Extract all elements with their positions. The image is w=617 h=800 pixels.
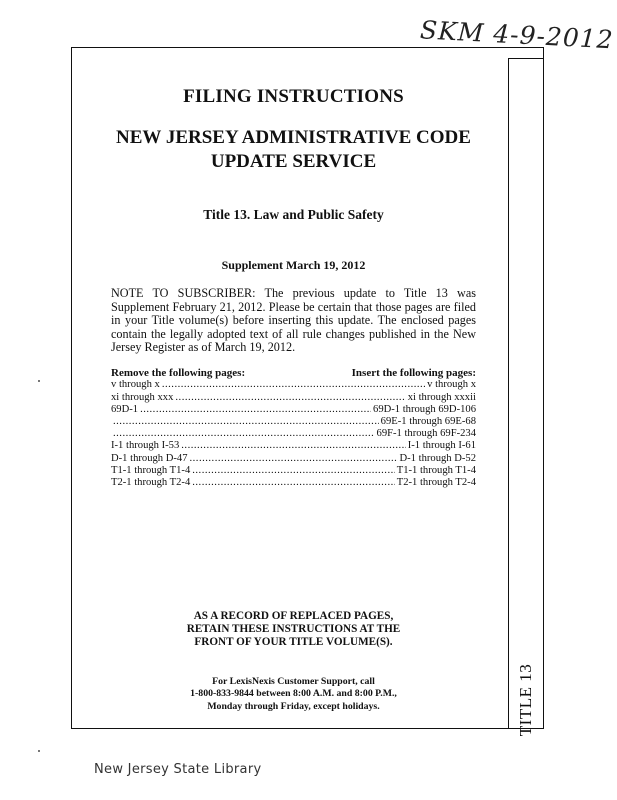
- retain-line-2: RETAIN THESE INSTRUCTIONS AT THE: [186, 623, 401, 636]
- table-row: ..... 69E-1 through 69E-68: [111, 416, 476, 428]
- document-content: [111, 86, 476, 489]
- table-row: 69D-1 ..... 69D-1 through 69D-106: [111, 404, 476, 416]
- scan-speck: [38, 380, 40, 382]
- library-stamp: New Jersey State Library: [94, 762, 262, 777]
- pages-table: [111, 367, 476, 489]
- table-row: T2-1 through T2-4 ..... T2-1 through T2-4: [111, 477, 476, 489]
- support-line-3: Monday through Friday, except holidays.: [207, 700, 380, 712]
- table-row: T1-1 through T1-4 ..... T1-1 through T1-4: [111, 465, 476, 477]
- retain-instructions: [111, 610, 476, 650]
- table-row: I-1 through I-53 ..... I-1 through I-61: [111, 440, 476, 452]
- support-line-2: 1-800-833-9844 between 8:00 A.M. and 8:00 P.M.,: [190, 688, 397, 700]
- title-name: Title 13. Law and Public Safety: [203, 207, 384, 222]
- table-row: D-1 through D-47 ..... D-1 through D-52: [111, 453, 476, 465]
- support-line-1: For LexisNexis Customer Support, call: [212, 676, 375, 687]
- table-row: v through x ..... v through x: [111, 379, 476, 391]
- supplement-date: Supplement March 19, 2012: [221, 258, 366, 272]
- scan-speck: [38, 750, 40, 752]
- document-subtitle: [111, 126, 476, 174]
- subscriber-note: NOTE TO SUBSCRIBER: The previous update to Title 13 was Supplement February 21, 2012. Please be certain that those pages are filed in your Title volume(s) before inserting this update. The enclosed pages contain the legally adopted text of all rule changes published in the New Jersey Register as of March 19, 2012.: [111, 286, 476, 355]
- subtitle-line-1: NEW JERSEY ADMINISTRATIVE CODE: [116, 127, 471, 148]
- table-row: ..... 69F-1 through 69F-234: [111, 428, 476, 440]
- title-tab-label: [515, 655, 537, 745]
- remove-header: Remove the following pages:: [111, 367, 246, 380]
- handwritten-annotation: SKM 4-9-2012: [419, 15, 615, 55]
- subtitle-line-2: UPDATE SERVICE: [210, 151, 377, 172]
- title-tab-text: TITLE 13: [516, 663, 536, 737]
- table-row: xi through xxx ..... xi through xxxii: [111, 392, 476, 404]
- retain-line-3: FRONT OF YOUR TITLE VOLUME(S).: [194, 636, 393, 649]
- title-tab-strip: [508, 58, 543, 737]
- insert-header: Insert the following pages:: [351, 367, 476, 380]
- document-title: FILING INSTRUCTIONS: [183, 86, 404, 107]
- retain-line-1: AS A RECORD OF REPLACED PAGES,: [193, 610, 394, 622]
- pages-table-header: [111, 367, 476, 379]
- customer-support: [111, 676, 476, 713]
